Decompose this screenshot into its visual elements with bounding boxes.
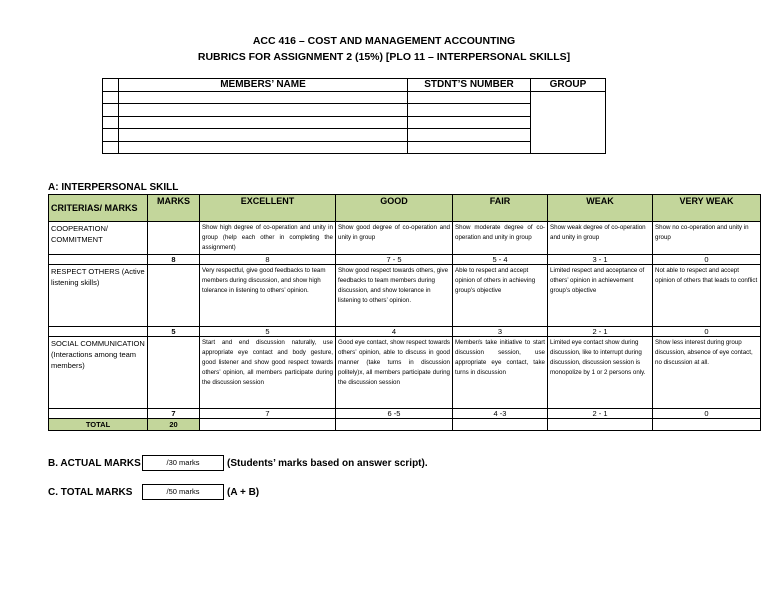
- total-blank: [200, 419, 336, 431]
- good-header: GOOD: [336, 195, 453, 222]
- fair-descriptor: Member/s take initiative to start discussion session, use appropriate eye contact, take turns in discussion: [453, 337, 548, 409]
- total-value: 20: [148, 419, 200, 431]
- score-row: [49, 409, 761, 419]
- very-weak-header: VERY WEAK: [653, 195, 761, 222]
- group-cell[interactable]: [531, 91, 606, 154]
- total-row: [49, 419, 761, 431]
- very-weak-descriptor: Not able to respect and accept opinion of others that leads to conflict: [653, 265, 761, 327]
- criteria-cell: COOPERATION/ COMMITMENT: [49, 222, 148, 255]
- score-row: [49, 327, 761, 337]
- good-descriptor: Show good respect towards others, give feedbacks to team members during discussion, and show tolerance in listening to others’ opinion.: [336, 265, 453, 327]
- member-name-cell[interactable]: [119, 129, 408, 142]
- criteria-cell: RESPECT OTHERS (Active listening skills): [49, 265, 148, 327]
- member-name-cell[interactable]: [119, 91, 408, 104]
- student-number-header: STDNT’S NUMBER: [408, 79, 531, 92]
- total-label: TOTAL: [49, 419, 148, 431]
- weak-descriptor: Limited eye contact show during discussion, like to interrupt during discussion, discussion session is monopolize by 1 or 2 persons only.: [548, 337, 653, 409]
- total-blank: [548, 419, 653, 431]
- total-marks-note: (A + B): [227, 487, 260, 498]
- score-blank: [49, 255, 148, 265]
- member-number-cell[interactable]: [408, 141, 531, 154]
- marks-cell: [148, 265, 200, 327]
- marks-cell: [148, 337, 200, 409]
- weak-header: WEAK: [548, 195, 653, 222]
- excellent-score: 8: [200, 255, 336, 265]
- actual-marks-note: (Students’ marks based on answer script).: [227, 458, 428, 469]
- excellent-score: 7: [200, 409, 336, 419]
- weak-descriptor: Limited respect and acceptance of others’ opinion in achievement group’s objective: [548, 265, 653, 327]
- fair-descriptor: Show moderate degree of co-operation and unity in group: [453, 222, 548, 255]
- criteria-cell: SOCIAL COMMUNICATION (Interactions among team members): [49, 337, 148, 409]
- good-descriptor: Good eye contact, show respect towards others’ opinion, able to discuss in good manner (take turns in discussion politely)x, all members participate during the discussion session: [336, 337, 453, 409]
- good-score: 4: [336, 327, 453, 337]
- very-weak-descriptor: Show no co-operation and unity in group: [653, 222, 761, 255]
- max-marks-value: 7: [148, 409, 200, 419]
- good-score: 7 - 5: [336, 255, 453, 265]
- marks-cell: [148, 222, 200, 255]
- actual-marks-box[interactable]: /30 marks: [142, 455, 224, 471]
- actual-marks-label: B. ACTUAL MARKS: [48, 458, 141, 469]
- score-row: [49, 255, 761, 265]
- rubric-row-social-communication: [49, 337, 761, 409]
- fair-score: 4 -3: [453, 409, 548, 419]
- member-index-cell[interactable]: [103, 141, 119, 154]
- members-blank-cell: [103, 79, 119, 92]
- total-marks-box[interactable]: /50 marks: [142, 484, 224, 500]
- member-index-cell[interactable]: [103, 116, 119, 129]
- member-name-cell[interactable]: [119, 141, 408, 154]
- weak-score: 3 - 1: [548, 255, 653, 265]
- very-weak-score: 0: [653, 255, 761, 265]
- member-name-cell[interactable]: [119, 116, 408, 129]
- excellent-header: EXCELLENT: [200, 195, 336, 222]
- member-name-cell[interactable]: [119, 104, 408, 117]
- section-a-heading: A: INTERPERSONAL SKILL: [48, 182, 179, 193]
- member-index-cell[interactable]: [103, 91, 119, 104]
- total-blank: [336, 419, 453, 431]
- member-index-cell[interactable]: [103, 104, 119, 117]
- good-descriptor: Show good degree of co-operation and unity in group: [336, 222, 453, 255]
- fair-score: 5 - 4: [453, 255, 548, 265]
- members-table: [102, 78, 606, 154]
- member-row: [103, 104, 606, 117]
- member-number-cell[interactable]: [408, 129, 531, 142]
- fair-descriptor: Able to respect and accept opinion of others in achieving group’s objective: [453, 265, 548, 327]
- fair-score: 3: [453, 327, 548, 337]
- document-subtitle: RUBRICS FOR ASSIGNMENT 2 (15%) [PLO 11 – INTERPERSONAL SKILLS]: [197, 51, 571, 63]
- good-score: 6 -5: [336, 409, 453, 419]
- weak-score: 2 - 1: [548, 409, 653, 419]
- document-title: ACC 416 – COST AND MANAGEMENT ACCOUNTING: [252, 35, 516, 47]
- group-header: GROUP: [531, 79, 606, 92]
- member-index-cell[interactable]: [103, 129, 119, 142]
- excellent-descriptor: Show high degree of co-operation and unity in group (help each other in completing the assignment): [200, 222, 336, 255]
- excellent-descriptor: Start and end discussion naturally, use appropriate eye contact and body gesture, good listener and show good respect towards others’ opinion, all members participate during the discussion session: [200, 337, 336, 409]
- score-blank: [49, 327, 148, 337]
- very-weak-score: 0: [653, 409, 761, 419]
- marks-header: MARKS: [148, 195, 200, 222]
- criteria-header: CRITERIAS/ MARKS: [49, 195, 148, 222]
- fair-header: FAIR: [453, 195, 548, 222]
- total-marks-label: C. TOTAL MARKS: [48, 487, 133, 498]
- max-marks-value: 8: [148, 255, 200, 265]
- rubric-row-cooperation: [49, 222, 761, 255]
- very-weak-score: 0: [653, 327, 761, 337]
- excellent-score: 5: [200, 327, 336, 337]
- member-row: [103, 91, 606, 104]
- very-weak-descriptor: Show less interest during group discussion, absence of eye contact, no discussion at all.: [653, 337, 761, 409]
- member-row: [103, 116, 606, 129]
- weak-descriptor: Show weak degree of co-operation and unity in group: [548, 222, 653, 255]
- weak-score: 2 - 1: [548, 327, 653, 337]
- rubric-table: [48, 194, 761, 431]
- excellent-descriptor: Very respectful, give good feedbacks to team members during discussion, and show high tolerance in listening to others’ opinion.: [200, 265, 336, 327]
- member-number-cell[interactable]: [408, 91, 531, 104]
- member-number-cell[interactable]: [408, 104, 531, 117]
- rubric-row-respect: [49, 265, 761, 327]
- max-marks-value: 5: [148, 327, 200, 337]
- member-number-cell[interactable]: [408, 116, 531, 129]
- total-blank: [653, 419, 761, 431]
- total-blank: [453, 419, 548, 431]
- members-name-header: MEMBERS’ NAME: [119, 79, 408, 92]
- member-row: [103, 141, 606, 154]
- score-blank: [49, 409, 148, 419]
- member-row: [103, 129, 606, 142]
